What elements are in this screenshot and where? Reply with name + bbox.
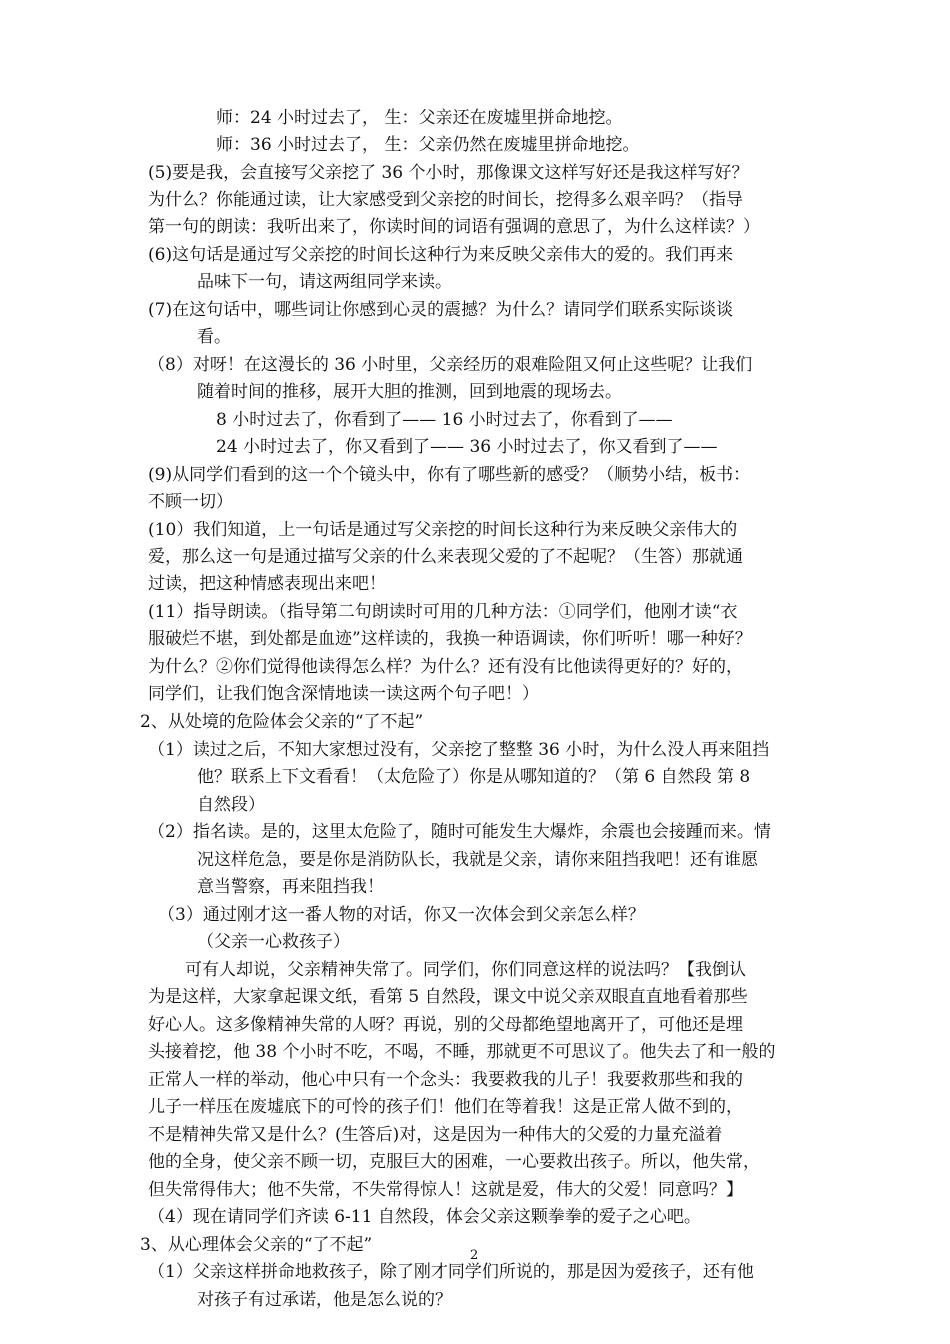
text-line: 3、从心理体会父亲的“了不起” xyxy=(140,1235,373,1255)
text-line: 对孩子有过承诺，他是怎么说的？ xyxy=(197,1290,452,1310)
text-line: （2）指名读。是的，这里太危险了，随时可能发生大爆炸，余震也会接踵而来。情 xyxy=(148,822,771,842)
text-line: 24 小时过去了，你又看到了—— 36 小时过去了，你又看到了—— xyxy=(216,437,718,457)
text-line: (6)这句话是通过写父亲挖的时间长这种行为来反映父亲伟大的爱的。我们再来 xyxy=(148,245,734,265)
text-line: 但失常得伟大；他不失常，不失常得惊人！这就是爱，伟大的父爱！同意吗？】 xyxy=(148,1180,743,1200)
text-line: (10）我们知道，上一句话是通过写父亲挖的时间长这种行为来反映父亲伟大的 xyxy=(148,520,738,540)
text-line: 8 小时过去了，你看到了—— 16 小时过去了，你看到了—— xyxy=(216,410,673,430)
page-number: 2 xyxy=(470,1248,479,1263)
text-line: 师：36 小时过去了， 生：父亲仍然在废墟里拼命地挖。 xyxy=(216,135,640,155)
text-line: (11）指导朗读。（指导第二句朗读时可用的几种方法：①同学们，他刚才读“衣 xyxy=(148,602,738,622)
text-line: 2、从处境的危险体会父亲的“了不起” xyxy=(140,712,424,732)
text-line: 服破烂不堪，到处都是血迹”这样读的，我换一种语调读，你们听听！哪一种好？ xyxy=(148,629,752,649)
text-line: 可有人却说，父亲精神失常了。同学们，你们同意这样的说法吗？【我倒认 xyxy=(185,960,746,980)
text-line: 师：24 小时过去了， 生：父亲还在废墟里拼命地挖。 xyxy=(216,108,623,128)
text-line: (5)要是我，会直接写父亲挖了 36 个小时，那像课文这样写好还是我这样写好？ xyxy=(148,163,749,183)
text-line: 头接着挖，他 38 个小时不吃，不喝，不睡，那就更不可思议了。他失去了和一般的 xyxy=(148,1042,776,1062)
text-line: （1）读过之后，不知大家想过没有，父亲挖了整整 36 小时，为什么没人再来阻挡 xyxy=(148,740,770,760)
text-line: （3）通过刚才这一番人物的对话，你又一次体会到父亲怎么样？ xyxy=(158,905,645,925)
text-line: (7)在这句话中，哪些词让你感到心灵的震撼？为什么？请同学们联系实际谈谈 xyxy=(148,300,734,320)
text-line: 不顾一切） xyxy=(148,492,233,512)
text-line: 同学们，让我们饱含深情地读一读这两个句子吧！） xyxy=(148,684,539,704)
text-line: 自然段） xyxy=(197,795,265,815)
text-line: （父亲一心救孩子） xyxy=(197,932,350,952)
text-line: 好心人。这多像精神失常的人呀？再说，别的父母都绝望地离开了，可他还是埋 xyxy=(148,1015,743,1035)
text-line: 况这样危急，要是你是消防队长，我就是父亲，请你来阻挡我吧！还有谁愿 xyxy=(197,850,758,870)
text-line: 看。 xyxy=(197,327,231,347)
text-line: 爱，那么这一句是通过描写父亲的什么来表现父爱的了不起呢？（生答）那就通 xyxy=(148,547,743,567)
text-line: 随着时间的推移，展开大胆的推测，回到地震的现场去。 xyxy=(197,382,622,402)
text-line: 他的全身，使父亲不顾一切，克服巨大的困难，一心要救出孩子。所以，他失常， xyxy=(148,1152,760,1172)
text-line: 他？联系上下文看看！（太危险了）你是从哪知道的？（第 6 自然段 第 8 xyxy=(197,767,751,787)
text-line: （8）对呀！在这漫长的 36 小时里，父亲经历的艰难险阻又何止这些呢？让我们 xyxy=(148,355,753,375)
text-line: 意当警察，再来阻挡我！ xyxy=(197,877,384,897)
text-line: 儿子一样压在废墟底下的可怜的孩子们！他们在等着我！这是正常人做不到的， xyxy=(148,1097,743,1117)
text-line: 第一句的朗读：我听出来了，你读时间的词语有强调的意思了，为什么这样读？） xyxy=(148,217,760,237)
text-line: （4）现在请同学们齐读 6-11 自然段，体会父亲这颗拳拳的爱子之心吧。 xyxy=(148,1207,701,1227)
text-line: (9)从同学们看到的这一个个镜头中，你有了哪些新的感受？（顺势小结，板书： xyxy=(148,465,751,485)
text-line: （1）父亲这样拼命地救孩子，除了刚才同学们所说的，那是因为爱孩子，还有他 xyxy=(148,1262,754,1282)
text-line: 正常人一样的举动，他心中只有一个念头：我要救我的儿子！我要救那些和我的 xyxy=(148,1070,743,1090)
text-line: 为什么？你能通过读，让大家感受到父亲挖的时间长，挖得多么艰辛吗？（指导 xyxy=(148,190,743,210)
text-line: 为是这样，大家拿起课文纸，看第 5 自然段，课文中说父亲双眼直直地看着那些 xyxy=(148,987,748,1007)
text-line: 过读，把这种情感表现出来吧！ xyxy=(148,574,386,594)
text-line: 为什么？②你们觉得他读得怎么样？为什么？还有没有比他读得更好的？好的， xyxy=(148,657,743,677)
text-line: 不是精神失常又是什么？(生答后)对，这是因为一种伟大的父爱的力量充溢着 xyxy=(148,1125,723,1145)
text-line: 品味下一句，请这两组同学来读。 xyxy=(197,272,452,292)
